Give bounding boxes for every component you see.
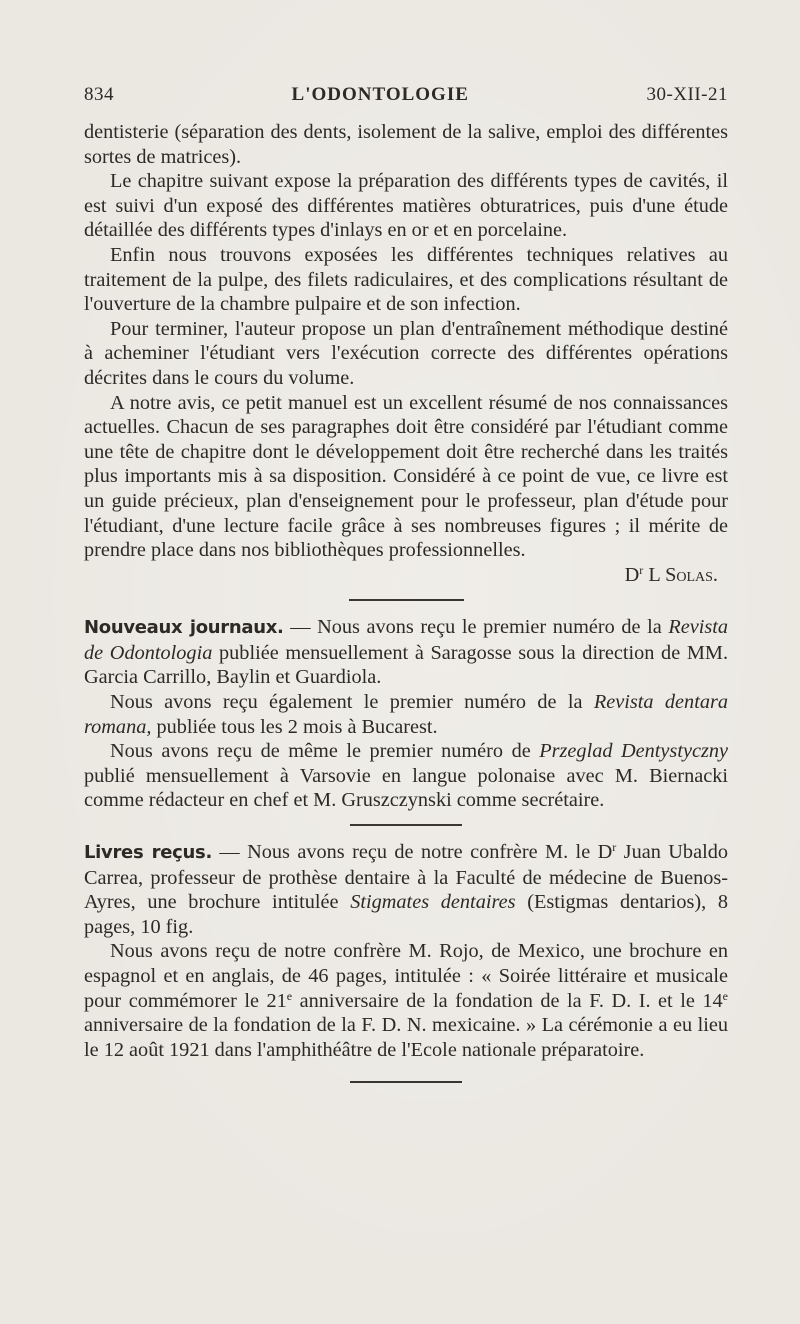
book-review-section [84, 120, 728, 587]
section-heading-livres-recus: Livres reçus. [84, 842, 213, 864]
running-header [84, 84, 728, 112]
journal-title: L'ODONTOLOGIE [291, 84, 469, 105]
issue-date: 30-XII-21 [646, 84, 728, 105]
nouveaux-paragraph: Nous avons reçu également le premier numéro de la Revista dentara romana, publiée tous les 2 mois à Bucarest. [84, 691, 729, 738]
livres-paragraph: Livres reçus. — Nous avons reçu de notre confrère M. le $D^r$ Juan Ubaldo Carrea, professeur de prothèse dentaire à la Faculté de médecine de Buenos-Ayres, une brochure intitulée Stigmates dentaires (Estigmas dentarios), 8 pages, 10 fig. [84, 840, 728, 938]
review-signature: $D^r$ L Solas. [624, 562, 718, 586]
section-heading-nouveaux-journaux: Nouveaux journaux. [84, 617, 284, 639]
nouveaux-paragraph: Nouveaux journaux. — Nous avons reçu le premier numéro de la Revista de Odontologia publiée mensuellement à Saragosse sous la direction de MM. Garcia Carrillo, Baylin et Guardiola. [84, 616, 729, 689]
review-paragraph: A notre avis, ce petit manuel est un excellent résumé de nos connaissances actuelles. Chacun de ses paragraphes doit être considéré par l'étudiant comme une tête de chapitre dont le développement doit être recherché dans les traités plus importants mis à sa disposition. Considéré à ce point de vue, ce livre est un guide précieux, plan d'enseignement pour le professeur, plan d'étude pour l'étudiant, d'une lecture facile grâce à ses nombreuses figures ; il mérite de prendre place dans nos bibliothèques professionnelles. [84, 391, 728, 562]
review-paragraph: Le chapitre suivant expose la préparation des différents types de cavités, il est suivi d'un exposé des différentes matières obturatrices, puis d'une étude détaillée des différents types d'inlays en or et en porcelaine. [84, 170, 728, 242]
page-number: 834 [84, 84, 114, 105]
livres-paragraph: Nous avons reçu de notre confrère M. Rojo, de Mexico, une brochure en espagnol et en anglais, de 46 pages, intitulée : « Soirée littéraire et musicale pour commémorer le 21e anniversaire de la fondation de la F. D. I. et le 14e anniversaire de la fondation de la F. D. N. mexicaine. » La cérémonie a eu lieu le 12 août 1921 dans l'amphithéâtre de l'Ecole nationale préparatoire. [84, 940, 728, 1061]
nouveaux-journaux-section [84, 615, 728, 813]
review-paragraph: Enfin nous trouvons exposées les différentes techniques relatives au traitement de la pulpe, des filets radiculaires, et des complications résultant de l'ouverture de la chambre pulpaire et de son infection. [84, 243, 728, 316]
review-signature-line [84, 563, 728, 588]
section-divider [350, 824, 462, 826]
section-divider [350, 1081, 462, 1083]
section-divider [349, 599, 464, 601]
livres-recus-section [84, 840, 728, 1062]
review-paragraph: Pour terminer, l'auteur propose un plan d'entraînement méthodique destiné à acheminer l'étudiant vers l'exécution correcte des différentes opérations décrites dans le cours du volume. [84, 317, 728, 389]
nouveaux-paragraph: Nous avons reçu de même le premier numéro de Przeglad Dentystyczny publié mensuellement à Varsovie en langue polonaise avec M. Biernacki comme rédacteur en chef et M. Gruszczynski comme secrétaire. [84, 740, 728, 812]
review-paragraph: dentisterie (séparation des dents, isolement de la salive, emploi des différentes sortes de matrices). [84, 121, 728, 168]
